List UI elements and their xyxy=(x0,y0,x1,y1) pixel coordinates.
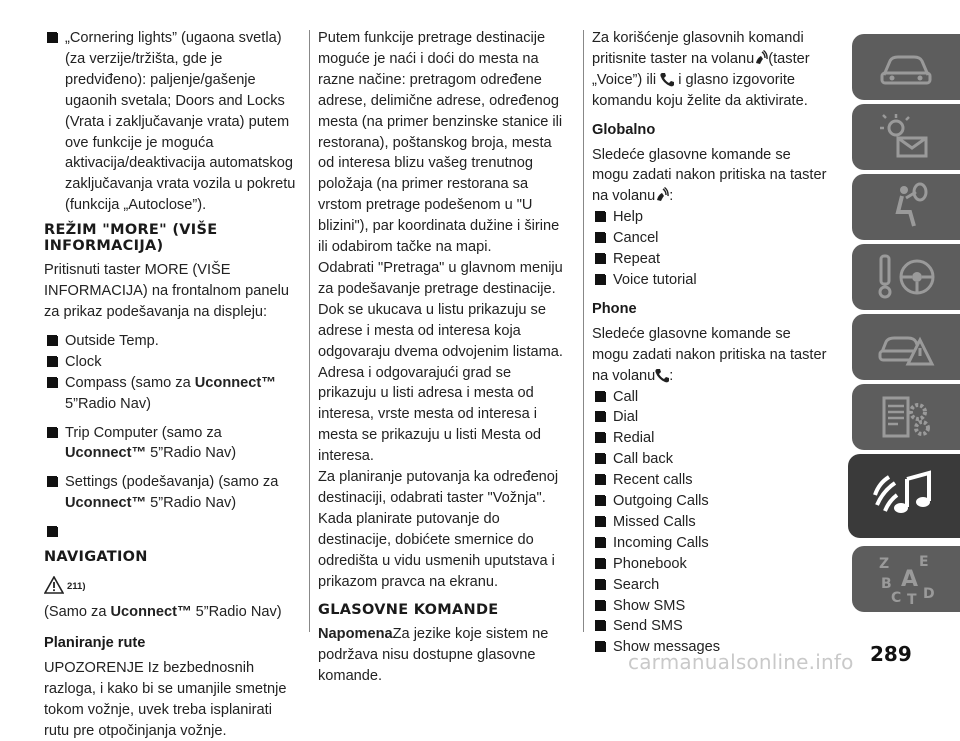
bullet-icon xyxy=(47,476,58,487)
tab-warning-triangle-car[interactable] xyxy=(852,314,960,380)
bullet-icon xyxy=(595,253,606,264)
alphabet-index-icon xyxy=(871,552,941,606)
list-item: Show messages xyxy=(592,637,827,658)
tab-multimedia-voice[interactable] xyxy=(848,454,960,538)
tab-airbag-seat[interactable] xyxy=(852,174,960,240)
tab-alphabet-index[interactable] xyxy=(852,546,960,612)
list-item: „Cornering lights” (ugaona svetla) (za verzije/tržišta, gde je predviđeno): paljenje/gašenje ugaonih svetala; Doors and Locks (Vrata i zaključavanje vrata) putem ove funkcije je moguća aktivacija/deaktivacija automatskog zaključavanja vrata vozila u pokretu (funkcija „Autoclose”). xyxy=(44,28,296,216)
list-item: Send SMS xyxy=(592,616,827,637)
heading-voice-commands: GLASOVNE KOMANDE xyxy=(318,602,499,619)
list-item: Outgoing Calls xyxy=(592,491,827,512)
key-wheel-icon xyxy=(871,252,941,302)
column-1 xyxy=(44,28,296,741)
bullet-icon xyxy=(595,411,606,422)
phone-button-icon xyxy=(660,72,674,87)
svg-text:A: A xyxy=(901,567,919,592)
note: NapomenaZa jezike koje sistem ne podržava nisu dostupne glasovne komande. xyxy=(318,626,549,685)
list-item: Settings (podešavanja) (samo za Uconnect™ 5”Radio Nav) xyxy=(44,472,296,514)
heading-route-planning: Planiranje rute xyxy=(44,634,146,651)
list-item: Outside Temp. xyxy=(44,331,296,352)
navigation-scope: (Samo za Uconnect™ 5”Radio Nav) xyxy=(44,604,282,621)
heading-more-mode: REŽIM "MORE" (VIŠE INFORMACIJA) xyxy=(44,222,218,255)
voice-button-icon xyxy=(655,187,669,203)
phone-commands-list xyxy=(592,387,827,659)
heading-global: Globalno xyxy=(592,121,656,138)
list-item: Compass (samo za Uconnect™ 5”Radio Nav) xyxy=(44,373,296,415)
paragraph: Sledeće glasovne komande se mogu zadati nakon pritiska na taster na volanu : xyxy=(592,146,827,205)
tab-key-wheel[interactable] xyxy=(852,244,960,310)
paragraph: Pritisnuti taster MORE (VIŠE INFORMACIJA) na frontalnom panelu za prikaz podešavanja na displeju: xyxy=(44,262,289,320)
list-item: Show SMS xyxy=(592,596,827,617)
bullet-icon xyxy=(595,495,606,506)
bullet-icon xyxy=(595,537,606,548)
list-item: Repeat xyxy=(592,249,827,270)
list-item: Incoming Calls xyxy=(592,533,827,554)
list-item: Help xyxy=(592,207,827,228)
bullet-icon xyxy=(595,432,606,443)
bullet-icon xyxy=(595,516,606,527)
svg-text:B: B xyxy=(881,576,892,592)
bullet-icon xyxy=(595,641,606,652)
airbag-seat-icon xyxy=(876,182,936,232)
list-item: Voice tutorial xyxy=(592,270,827,291)
paragraph: Za planiranje putovanja ka određenoj destinaciji, odabrati taster "Vožnja". Kada planirate putovanje do destinacije, dobićete smernice do odredišta u vidu usmenih uputstava i prikazom pravca na ekranu. xyxy=(318,469,559,590)
list-item: Trip Computer (samo za Uconnect™ 5”Radio Nav) xyxy=(44,423,296,465)
chapter-tabs xyxy=(852,34,960,616)
bullet-icon xyxy=(47,427,58,438)
bullet-icon xyxy=(47,377,58,388)
list-item: Search xyxy=(592,575,827,596)
list-item: Dial xyxy=(592,407,827,428)
car-dashboard-icon xyxy=(876,45,936,89)
bullet-icon xyxy=(595,600,606,611)
column-divider xyxy=(309,30,310,632)
bullet-icon xyxy=(595,391,606,402)
phone-button-icon xyxy=(655,368,669,383)
bullet-icon xyxy=(47,32,58,43)
bullet-icon xyxy=(595,474,606,485)
heading-phone: Phone xyxy=(592,300,637,317)
global-commands-list xyxy=(592,207,827,291)
list-item: Call xyxy=(592,387,827,408)
paragraph: Odabrati "Pretraga" u glavnom meniju za podešavanje pretrage destinacije. Dok se ukucava u listu prikazuju se adrese i mesta od interesa koja odgovaraju dvema odvojenim listama. Adresa i odgovarajući grad se prikazuju u listi adresa i mesta od interesa, vrste mesta od interesa i mesta se prikazuju u listi Mesta od interesa. xyxy=(318,259,563,465)
svg-text:D: D xyxy=(923,586,935,602)
warning-reference: 211) xyxy=(44,571,296,598)
list-item: Recent calls xyxy=(592,470,827,491)
paragraph: Sledeće glasovne komande se mogu zadati nakon pritiska na taster na volanu : xyxy=(592,325,827,384)
svg-text:C: C xyxy=(891,590,902,606)
svg-text:Z: Z xyxy=(879,556,890,572)
svg-text:E: E xyxy=(919,554,929,570)
warning-triangle-car-icon xyxy=(876,322,936,372)
list-item: Cancel xyxy=(592,228,827,249)
watermark: carmanualsonline.info xyxy=(628,650,854,674)
bullet-icon xyxy=(595,232,606,243)
paragraph: Za korišćenje glasovnih komandi pritisnite taster na volanu (taster „Voice”) ili i glasno izgovorite komandu koju želite da aktivirate. xyxy=(592,30,810,109)
voice-button-icon xyxy=(754,50,768,66)
bullet-icon xyxy=(595,453,606,464)
bullet-icon xyxy=(595,620,606,631)
list-item-empty xyxy=(44,522,296,537)
bullet-icon xyxy=(595,558,606,569)
svg-text:T: T xyxy=(907,592,917,606)
list-item: Clock xyxy=(44,352,296,373)
column-3 xyxy=(592,28,827,658)
column-divider xyxy=(583,30,584,632)
tab-car-dashboard[interactable] xyxy=(852,34,960,100)
heading-navigation: NAVIGATION xyxy=(44,549,148,566)
bullet-icon xyxy=(47,335,58,346)
bullet-icon xyxy=(595,211,606,222)
tab-wrench-settings[interactable] xyxy=(852,384,960,450)
warning-lights-icon xyxy=(876,112,936,162)
bullet-icon xyxy=(47,526,58,537)
warning-triangle-icon xyxy=(44,576,64,594)
list-item: Missed Calls xyxy=(592,512,827,533)
list-item: Phonebook xyxy=(592,554,827,575)
wrench-settings-icon xyxy=(876,392,936,442)
bullet-icon xyxy=(595,579,606,590)
tab-warning-lights[interactable] xyxy=(852,104,960,170)
bullet-icon xyxy=(47,356,58,367)
paragraph: Putem funkcije pretrage destinacije moguće je naći i doći do mesta na razne načine: pretragom određene adrese, delimične adrese, određenog mesta (na primer benzinske stanice ili restorana), poštanskog broja, mesta od interesa blizu vašeg trenutnog položaja (na primer restorana sa vrstom pretrage podešenom u "U blizini"), par koordinata dužine i širine ili odabirom tačke na mapi. xyxy=(318,30,563,256)
page-number: 289 xyxy=(870,642,912,666)
column-2 xyxy=(318,28,571,687)
multimedia-voice-icon xyxy=(869,465,939,527)
bullet-icon xyxy=(595,274,606,285)
paragraph: UPOZORENJE Iz bezbednosnih razloga, i kako bi se umanjile smetnje tokom vožnje, uvek treba isplanirati rutu pre otpočinjanja vožnje. xyxy=(44,659,287,739)
list-item: Redial xyxy=(592,428,827,449)
list-item: Call back xyxy=(592,449,827,470)
